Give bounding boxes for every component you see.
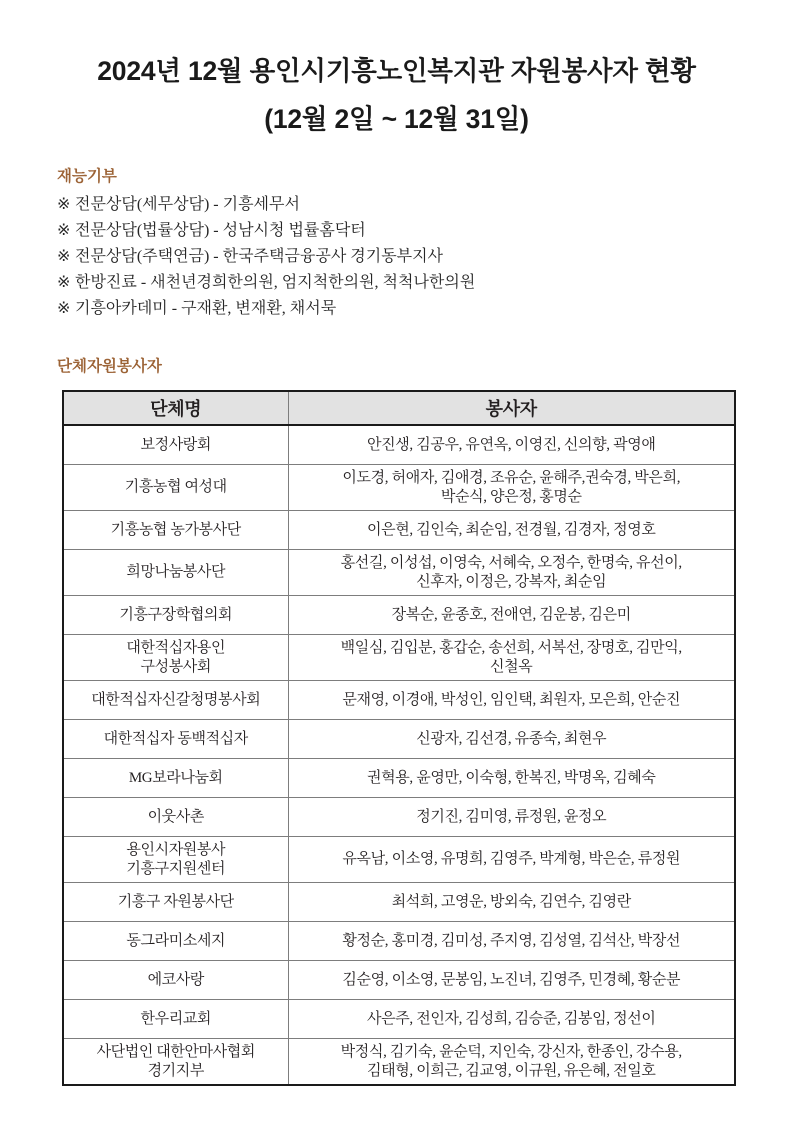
- table-header-row: [63, 391, 735, 425]
- table-row: [63, 922, 735, 961]
- talent-donation-item: [57, 197, 793, 223]
- cell-volunteer-names: [288, 425, 735, 465]
- talent-donation-item: [57, 301, 793, 327]
- cell-volunteer-names-line: 김태형, 이희근, 김교영, 이규원, 유은혜, 전일호: [366, 1062, 656, 1079]
- table-row: [63, 759, 735, 798]
- cell-organization-name: [63, 596, 288, 635]
- cell-organization-name: [63, 681, 288, 720]
- cell-volunteer-names: [288, 635, 735, 681]
- reference-mark-icon: ※: [57, 273, 71, 291]
- table-head: [63, 391, 735, 425]
- table-row: [63, 465, 735, 511]
- cell-organization-name-line: 희망나눔봉사단: [126, 564, 226, 581]
- cell-organization-name-line: 용인시자원봉사: [126, 842, 226, 859]
- cell-organization-name: [63, 425, 288, 465]
- column-header-org: 단체명: [63, 391, 288, 425]
- column-header-volunteers: 봉사자: [288, 391, 735, 425]
- cell-organization-name: [63, 550, 288, 596]
- talent-donation-item: [57, 275, 793, 301]
- cell-organization-name-line: 이웃사촌: [147, 808, 204, 825]
- reference-mark-icon: ※: [57, 299, 71, 317]
- cell-volunteer-names: [288, 681, 735, 720]
- cell-organization-name: [63, 635, 288, 681]
- cell-organization-name-line: 기흥농협 여성대: [124, 479, 227, 496]
- cell-volunteer-names-line: 안진생, 김공우, 유연옥, 이영진, 신의향, 곽영애: [366, 436, 656, 453]
- cell-volunteer-names-line: 박정식, 김기숙, 윤순덕, 지인숙, 강신자, 한종인, 강수용,: [340, 1044, 682, 1061]
- table-row: [63, 425, 735, 465]
- cell-organization-name-line: 대한적십자신갈청명봉사회: [91, 691, 261, 708]
- cell-volunteer-names: [288, 883, 735, 922]
- cell-organization-name: [63, 961, 288, 1000]
- cell-organization-name-line: 기흥구 자원봉사단: [117, 893, 234, 910]
- cell-volunteer-names-line: 장복순, 윤종호, 전애연, 김운봉, 김은미: [391, 606, 631, 623]
- cell-volunteer-names-line: 백일심, 김입분, 홍갑순, 송선희, 서복선, 장명호, 김만익,: [340, 640, 682, 657]
- cell-volunteer-names: [288, 759, 735, 798]
- table-body: [63, 425, 735, 1085]
- table-row: [63, 550, 735, 596]
- table-row: [63, 635, 735, 681]
- table-row: [63, 511, 735, 550]
- cell-volunteer-names: [288, 511, 735, 550]
- cell-volunteer-names-line: 문재영, 이경애, 박성인, 임인택, 최원자, 모은희, 안순진: [342, 691, 681, 708]
- cell-organization-name-line: 대한적십자 동백적십자: [103, 730, 248, 747]
- cell-volunteer-names-line: 정기진, 김미영, 류정원, 윤정오: [416, 808, 607, 825]
- talent-donation-item-text: 한방진료 - 새천년경희한의원, 엄지척한의원, 척척나한의원: [75, 273, 476, 291]
- talent-donation-item-text: 기흥아카데미 - 구재환, 변재환, 채서묵: [75, 299, 337, 317]
- cell-volunteer-names-line: 사은주, 전인자, 김성희, 김승준, 김봉임, 정선이: [366, 1010, 656, 1027]
- cell-organization-name: [63, 511, 288, 550]
- group-volunteer-table-wrap: [0, 374, 793, 1086]
- cell-volunteer-names: [288, 550, 735, 596]
- cell-organization-name: [63, 1000, 288, 1039]
- cell-volunteer-names-line: 신철옥: [490, 658, 533, 675]
- talent-donation-item-text: 전문상담(세무상담) - 기흥세무서: [75, 195, 300, 213]
- cell-organization-name-line: 에코사랑: [147, 971, 204, 988]
- cell-organization-name: [63, 883, 288, 922]
- reference-mark-icon: ※: [57, 195, 71, 213]
- cell-organization-name-line: MG보라나눔회: [128, 769, 223, 786]
- cell-organization-name-line: 보정사랑회: [140, 436, 211, 453]
- table-row: [63, 681, 735, 720]
- cell-volunteer-names: [288, 1000, 735, 1039]
- group-volunteer-table: [62, 390, 736, 1086]
- cell-volunteer-names-line: 이은현, 김인숙, 최순임, 전경월, 김경자, 정영호: [366, 521, 656, 538]
- cell-organization-name: [63, 837, 288, 883]
- cell-organization-name: [63, 798, 288, 837]
- cell-volunteer-names-line: 신광자, 김선경, 유종숙, 최현우: [416, 730, 607, 747]
- cell-volunteer-names: [288, 596, 735, 635]
- cell-volunteer-names-line: 권혁용, 윤영만, 이숙형, 한복진, 박명옥, 김혜숙: [366, 769, 656, 786]
- talent-donation-item-text: 전문상담(주택연금) - 한국주택금융공사 경기동부지사: [75, 247, 444, 265]
- cell-volunteer-names: [288, 1039, 735, 1086]
- cell-volunteer-names: [288, 798, 735, 837]
- table-row: [63, 837, 735, 883]
- table-row: [63, 720, 735, 759]
- cell-organization-name-line: 동그라미소세지: [126, 932, 226, 949]
- talent-donation-list: [0, 185, 793, 327]
- cell-volunteer-names-line: 유옥남, 이소영, 유명희, 김영주, 박계형, 박은순, 류정원: [342, 851, 681, 868]
- cell-volunteer-names-line: 김순영, 이소영, 문봉임, 노진녀, 김영주, 민경혜, 황순분: [342, 971, 681, 988]
- page-subtitle-date-range: (12월 2일 ~ 12월 31일): [264, 103, 529, 134]
- table-row: [63, 1000, 735, 1039]
- cell-organization-name-line: 기흥구장학협의회: [119, 606, 233, 623]
- group-volunteer-heading: 단체자원봉사자: [57, 357, 162, 375]
- table-row: [63, 798, 735, 837]
- cell-volunteer-names-line: 최석희, 고영운, 방외숙, 김연수, 김영란: [391, 893, 631, 910]
- cell-volunteer-names-line: 신후자, 이정은, 강복자, 최순임: [416, 573, 607, 590]
- cell-organization-name-line: 한우리교회: [140, 1010, 211, 1027]
- talent-donation-item: [57, 223, 793, 249]
- cell-volunteer-names: [288, 720, 735, 759]
- talent-donation-item: [57, 249, 793, 275]
- cell-volunteer-names-line: 황정순, 홍미경, 김미성, 주지영, 김성열, 김석산, 박장선: [342, 932, 681, 949]
- cell-organization-name: [63, 922, 288, 961]
- cell-organization-name-line: 기흥농협 농가봉사단: [110, 521, 241, 538]
- cell-volunteer-names-line: 박순식, 양은정, 홍명순: [440, 488, 582, 505]
- reference-mark-icon: ※: [57, 247, 71, 265]
- talent-donation-heading: 재능기부: [57, 168, 117, 185]
- talent-donation-item-text: 전문상담(법률상담) - 성남시청 법률홈닥터: [75, 221, 366, 239]
- cell-organization-name: [63, 759, 288, 798]
- cell-volunteer-names-line: 이도경, 허애자, 김애경, 조유순, 윤해주,권숙경, 박은희,: [342, 470, 681, 487]
- cell-volunteer-names: [288, 961, 735, 1000]
- cell-organization-name: [63, 465, 288, 511]
- cell-volunteer-names: [288, 837, 735, 883]
- table-row: [63, 596, 735, 635]
- cell-organization-name-line: 경기지부: [147, 1062, 204, 1079]
- cell-organization-name: [63, 720, 288, 759]
- cell-organization-name-line: 대한적십자용인: [126, 640, 226, 657]
- cell-volunteer-names: [288, 922, 735, 961]
- table-row: [63, 1039, 735, 1086]
- cell-organization-name: [63, 1039, 288, 1086]
- cell-volunteer-names: [288, 465, 735, 511]
- cell-organization-name-line: 구성봉사회: [140, 658, 211, 675]
- table-row: [63, 883, 735, 922]
- cell-organization-name-line: 사단법인 대한안마사협회: [96, 1044, 255, 1061]
- page-title: 2024년 12월 용인시기흥노인복지관 자원봉사자 현황: [97, 56, 696, 86]
- cell-organization-name-line: 기흥구지원센터: [126, 860, 226, 877]
- cell-volunteer-names-line: 홍선길, 이성섭, 이영숙, 서혜숙, 오정수, 한명숙, 유선이,: [340, 555, 682, 572]
- reference-mark-icon: ※: [57, 221, 71, 239]
- table-row: [63, 961, 735, 1000]
